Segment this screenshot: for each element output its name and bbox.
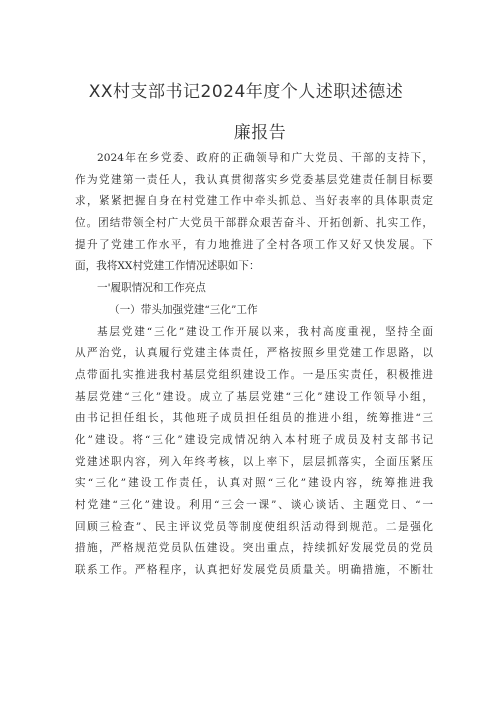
paragraph-line: 2024年在乡党委、政府的正确领导和广大党员、干部的支持下， bbox=[97, 152, 433, 164]
paragraph-line: 提升了党建工作水平，有力地推进了全村各项工作又好又快发展。下 bbox=[75, 238, 433, 251]
paragraph-line: 基层党建“三化”建设工作开展以来，我村高度重视，坚持全面 bbox=[97, 325, 433, 338]
section-heading: （一）带头加强党建“三化”工作 bbox=[109, 303, 258, 316]
paragraph-line: 从严治党，认真履行党建主体责任，严格按照乡里党建工作思路，以 bbox=[75, 347, 433, 360]
paragraph-line: 求，紧紧把握自身在村党建工作中牵头抓总、当好表率的具体职责定 bbox=[75, 195, 433, 208]
paragraph-line: 措施，严格规范党员队伍建设。突出重点，持续抓好发展党员的党员 bbox=[75, 542, 433, 555]
paragraph-line: 由书记担任组长，其他班子成员担任组员的推进小组，统筹推进“三 bbox=[75, 412, 433, 425]
paragraph-line: 党建述职内容，列入年终考核，以上率下，层层抓落实，全面压紧压 bbox=[75, 455, 433, 468]
paragraph-line: 化”建设。将“三化”建设完成情况纳入本村班子成员及村支部书记 bbox=[75, 433, 433, 446]
paragraph-line: 实“三化”建设工作责任，认真对照“三化”建设内容，统筹推进我 bbox=[75, 477, 433, 490]
paragraph-line: 位。团结带领全村广大党员干部群众艰苦奋斗、开拓创新、扎实工作， bbox=[75, 217, 433, 230]
paragraph-line: 联系工作。严格程序，认真把好发展党员质量关。明确措施，不断壮 bbox=[75, 564, 433, 577]
paragraph-line: 回顾三检查”、民主评议党员等制度使组织活动得到规范。二是强化 bbox=[75, 520, 433, 533]
paragraph-line: 面，我将XX村党建工作情况述职如下： bbox=[75, 260, 260, 273]
section-heading: 一'履职情况和工作亮点 bbox=[97, 282, 206, 295]
document-title-continued: 廉报告 bbox=[233, 123, 287, 143]
document-body bbox=[75, 148, 433, 582]
paragraph-line: 村党建“三化”建设。利用“三会一课”、谈心谈话、主题党日、“一 bbox=[75, 499, 433, 511]
paragraph-line: 基层党建“三化”建设。成立了基层党建“三化”建设工作领导小组， bbox=[75, 390, 433, 403]
document-title: XX村支部书记2024年度个人述职述德述 bbox=[88, 82, 404, 102]
paragraph-line: 点带面扎实推进我村基层党组织建设工作。一是压实责任，积极推进 bbox=[75, 368, 433, 381]
paragraph-line: 作为党建第一责任人，我认真贯彻落实乡党委基层党建责任制目标要 bbox=[75, 173, 433, 186]
